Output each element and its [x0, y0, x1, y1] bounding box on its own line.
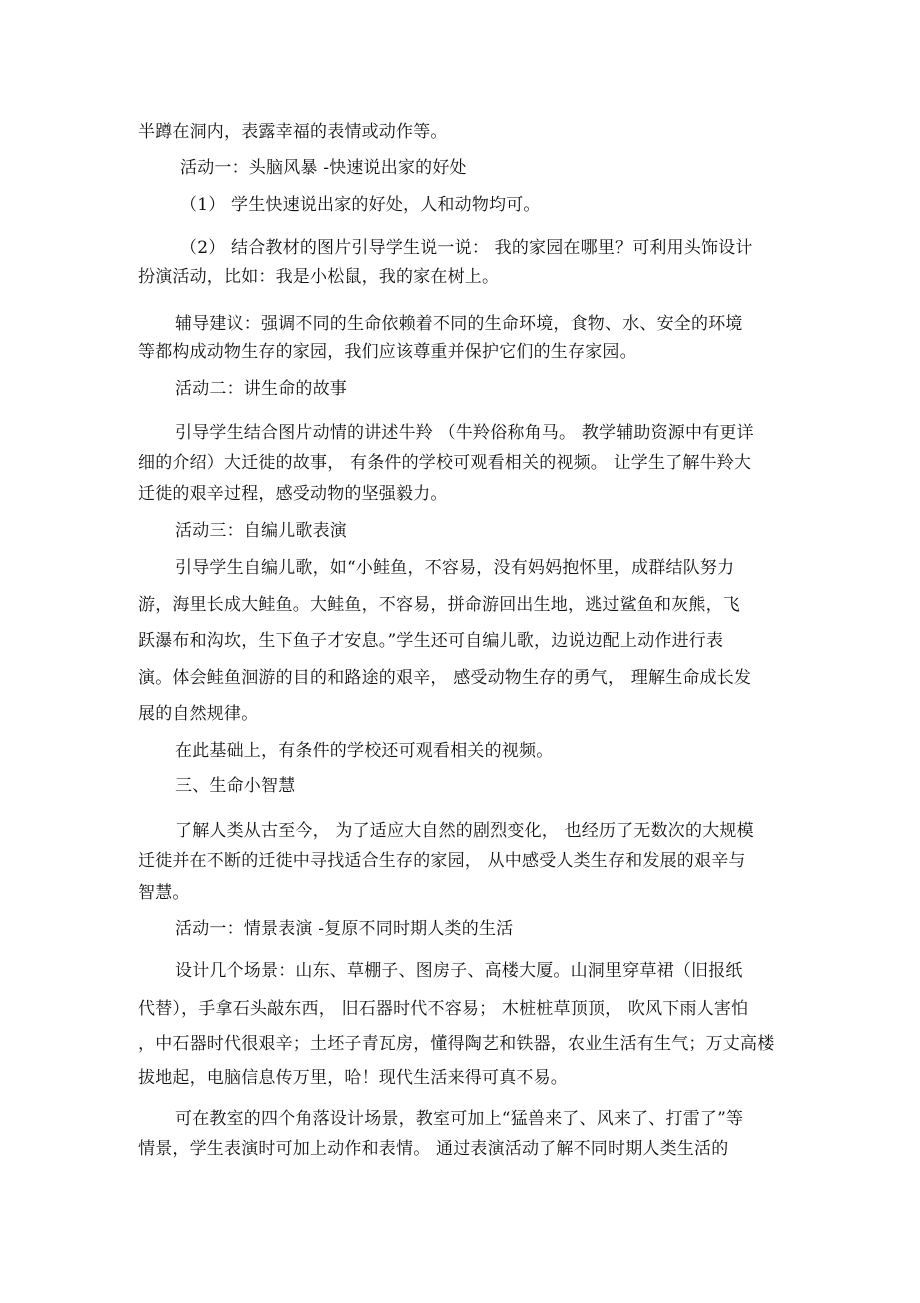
activity-heading: 活动一：头脑风暴 -快速说出家的好处	[180, 158, 467, 178]
text-line: 引导学生自编儿歌，如“小鲑鱼，不容易，没有妈妈抱怀里，成群结队努力	[175, 558, 735, 578]
text-line: 智慧。	[138, 883, 190, 903]
text-line: 了解人类从古至今， 为了适应大自然的剧烈变化， 也经历了无数次的大规模	[175, 821, 754, 841]
list-item: （2） 结合教材的图片引导学生说一说： 我的家园在哪里？可利用头饰设计	[180, 238, 753, 258]
text-line: 代替），手拿石头敲东西， 旧石器时代不容易； 木桩桩草顶顶， 吹风下雨人害怕	[138, 999, 749, 1019]
activity-heading: 活动一：情景表演 -复原不同时期人类的生活	[175, 919, 514, 939]
text-line: 情景，学生表演时可加上动作和表情。 通过表演活动了解不同时期人类生活的	[138, 1139, 729, 1159]
activity-heading: 活动三：自编儿歌表演	[175, 521, 347, 541]
text-line: 迁徙并在不断的迁徙中寻找适合生存的家园， 从中感受人类生存和发展的艰辛与	[138, 851, 746, 871]
text-line: 设计几个场景：山东、草棚子、图房子、高楼大厦。山洞里穿草裙（旧报纸	[175, 961, 743, 981]
text-line: 半蹲在洞内，表露幸福的表情或动作等。	[138, 122, 448, 142]
text-line: 展的自然规律。	[138, 704, 259, 724]
text-line: 可在教室的四个角落设计场景，教室可加上“猛兽来了、风来了、打雷了”等	[175, 1109, 744, 1129]
text-line: 跃瀑布和沟坎，生下鱼子才安息。”学生还可自编儿歌，边说边配上动作进行表	[138, 631, 724, 651]
text-line: 拔地起，电脑信息传万里，哈！现代生活来得可真不易。	[138, 1068, 568, 1088]
text-line: 辅导建议：强调不同的生命依赖着不同的生命环境，食物、水、安全的环境	[175, 314, 743, 334]
text-line: ，中石器时代很艰辛；土坯子青瓦房，懂得陶艺和铁器，农业生活有生气；万丈高楼	[138, 1034, 775, 1054]
section-heading: 三、生命小智慧	[175, 776, 296, 796]
text-line: 细的介绍）大迁徙的故事， 有条件的学校可观看相关的视频。 让学生了解牛羚大	[138, 453, 752, 473]
text-line: 迁徙的艰辛过程，感受动物的坚强毅力。	[138, 484, 448, 504]
text-line: 等都构成动物生存的家园，我们应该尊重并保护它们的生存家园。	[138, 342, 637, 362]
text-line: 演。体会鲑鱼洄游的目的和路途的艰辛， 感受动物生存的勇气， 理解生命成长发	[138, 668, 752, 688]
text-line: 扮演活动，比如：我是小松鼠，我的家在树上。	[138, 267, 500, 287]
text-line: 游，海里长成大鲑鱼。大鲑鱼，不容易，拼命游回出生地，逃过鲨鱼和灰熊，飞	[138, 595, 740, 615]
text-line: 引导学生结合图片动情的讲述牛羚 （牛羚俗称角马。 教学辅助资源中有更详	[175, 423, 754, 443]
list-item: （1） 学生快速说出家的好处，人和动物均可。	[180, 195, 541, 215]
text-line: 在此基础上，有条件的学校还可观看相关的视频。	[175, 741, 554, 761]
activity-heading: 活动二：讲生命的故事	[175, 379, 347, 399]
